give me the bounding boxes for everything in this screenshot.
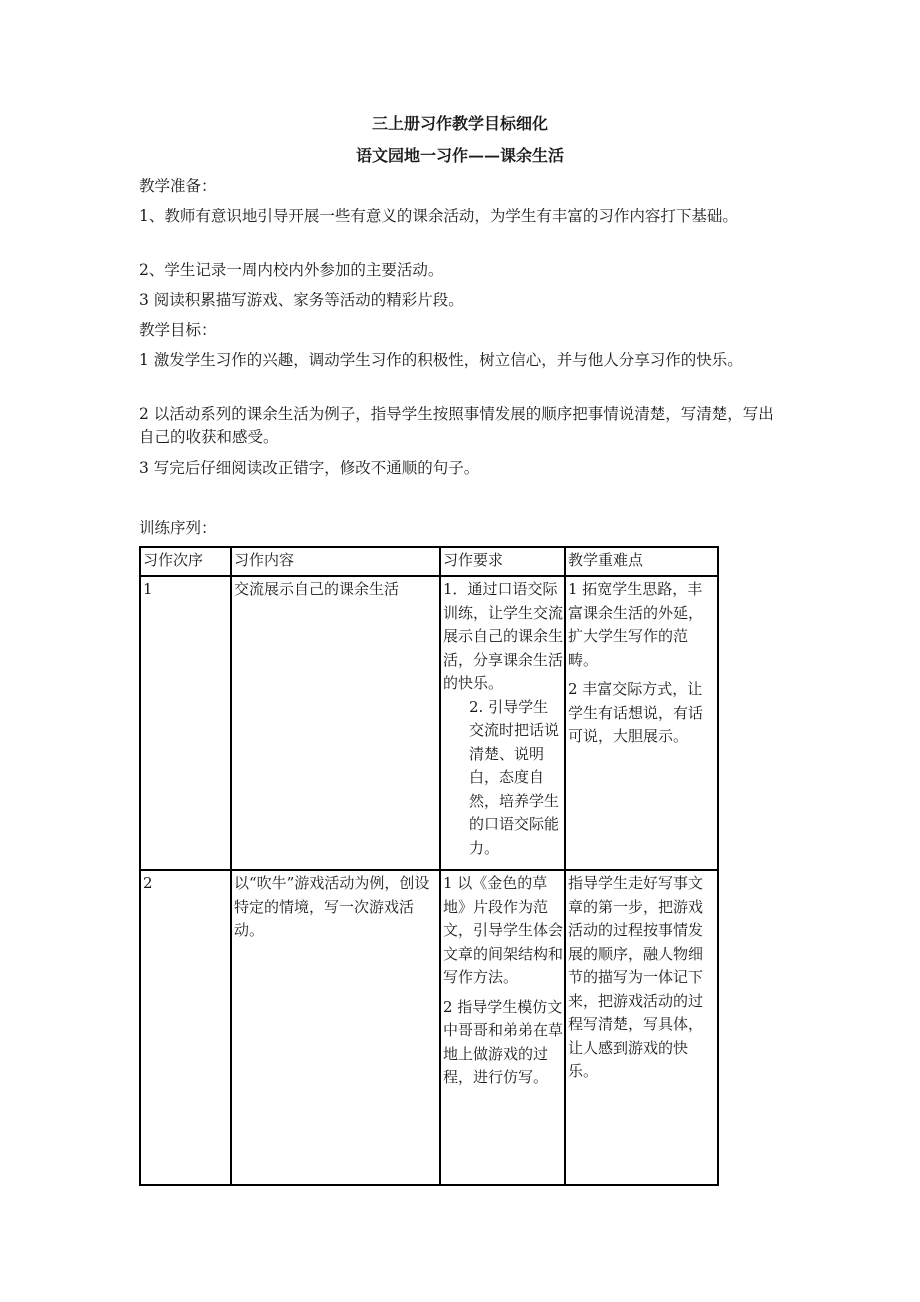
table-row: [140, 870, 718, 1185]
training-heading: 训练序列：: [139, 519, 217, 537]
training-table: [139, 546, 719, 1186]
requirement-item: 1．通过口语交际训练，让学生交流展示自己的课余生活，分享课余生活的快乐。: [443, 580, 564, 692]
column-header: 教学重难点: [565, 547, 718, 576]
table-header-row: [140, 547, 718, 576]
content-cell: 交流展示自己的课余生活: [231, 576, 440, 870]
column-header: 习作次序: [140, 547, 231, 576]
document-subtitle: 语文园地一习作——课余生活: [355, 146, 564, 165]
document-title: 三上册习作教学目标细化: [371, 114, 548, 133]
key-points-cell: [565, 576, 718, 870]
preparation-heading: 教学准备：: [139, 177, 217, 195]
key-point-item: 1 拓宽学生思路，丰富课余生活的外延，扩大学生写作的范畴。: [568, 580, 704, 669]
preparation-item: 1、教师有意识地引导开展一些有意义的课余活动，为学生有丰富的习作内容打下基础。: [139, 207, 738, 225]
preparation-item: 2、学生记录一周内校内外参加的主要活动。: [139, 261, 444, 279]
key-points-cell: [565, 870, 718, 1185]
objective-item: 1 激发学生习作的兴趣，调动学生习作的积极性，树立信心，并与他人分享习作的快乐。: [139, 351, 743, 369]
requirement-item: 1 以《金色的草地》片段作为范文，引导学生体会文章的间架结构和写作方法。: [443, 874, 564, 986]
content-cell: 以“吹牛”游戏活动为例，创设特定的情境，写一次游戏活动。: [231, 870, 440, 1185]
preparation-item: 3 阅读积累描写游戏、家务等活动的精彩片段。: [139, 291, 464, 309]
requirement-item: 2. 引导学生交流时把话说清楚、说明白，态度自然，培养学生的口语交际能力。: [469, 697, 560, 857]
column-header: 习作内容: [231, 547, 440, 576]
order-cell: 1: [140, 576, 231, 870]
requirement-item: 2 指导学生模仿文中哥哥和弟弟在草地上做游戏的过程，进行仿写。: [443, 997, 564, 1086]
objectives-heading: 教学目标：: [139, 321, 217, 339]
objective-item: 2 以活动系列的课余生活为例子，指导学生按照事情发展的顺序把事情说清楚，写清楚，写出自己的收获和感受。: [139, 405, 774, 446]
requirements-cell: [440, 576, 565, 870]
column-header: 习作要求: [440, 547, 565, 576]
requirements-cell: [440, 870, 565, 1185]
objective-item: 3 写完后仔细阅读改正错字，修改不通顺的句子。: [139, 459, 480, 477]
table-row: [140, 576, 718, 870]
order-cell: 2: [140, 870, 231, 1185]
key-point-item: 指导学生走好写事文章的第一步，把游戏活动的过程按事情发展的顺序，融人物细节的描写为一体记下来，把游戏活动的过程写清楚，写具体，让人感到游戏的快乐。: [568, 874, 704, 1080]
key-point-item: 2 丰富交际方式，让学生有话想说，有话可说，大胆展示。: [568, 680, 704, 745]
